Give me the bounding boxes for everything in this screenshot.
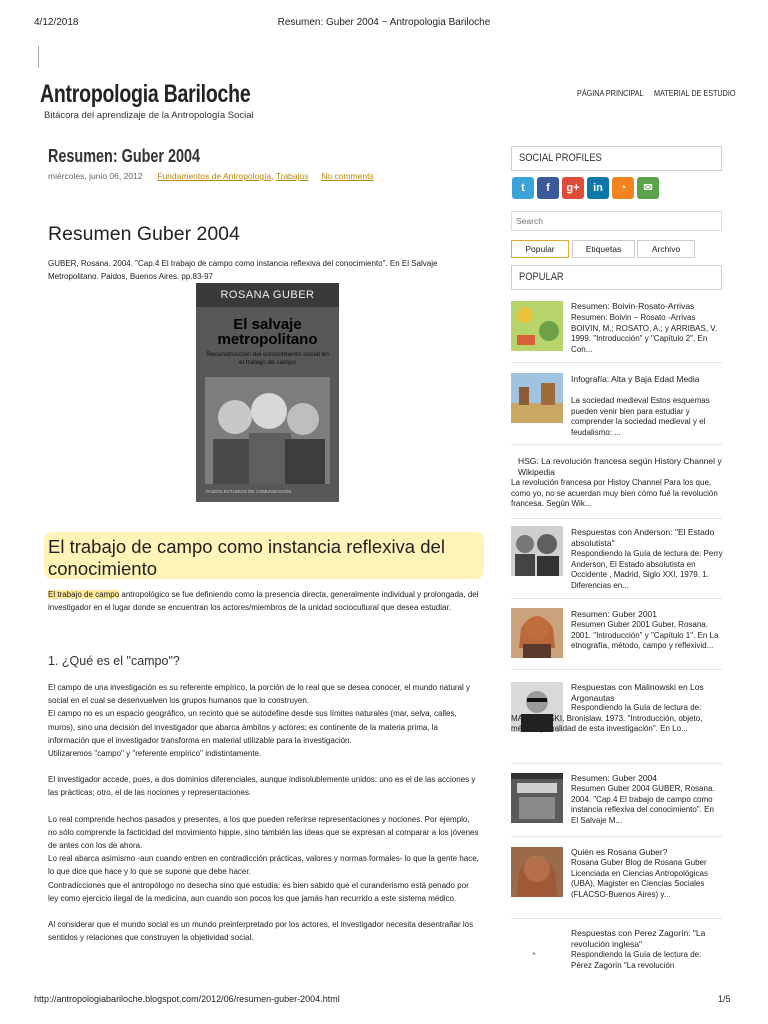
print-date: 4/12/2018 <box>34 17 79 28</box>
paragraph: El investigador accede, pues, a dos dominios diferenciales, aunque indisolublemente unidos: uno es el de las acciones y las prácticas; otro, el de las nociones y representaciones. <box>48 775 476 798</box>
linkedin-icon[interactable]: in <box>587 177 609 199</box>
print-title: Resumen: Guber 2004 ~ Antropologia Bariloche <box>277 17 491 28</box>
page-number: 1/5 <box>718 994 731 1004</box>
book-photo <box>205 377 330 484</box>
blog-title[interactable]: Antropologia Bariloche <box>40 80 251 108</box>
divider <box>511 763 722 764</box>
paragraph: Lo real abarca asimismo -aun cuando entren en contradicción prácticas, valores y normas formales- lo que la gente hace, lo que dice que hace y lo que se supone que debe hacer. <box>48 854 479 877</box>
popular-thumbnail[interactable] <box>511 773 563 823</box>
subsection-title: 1. ¿Qué es el "campo"? <box>48 654 180 668</box>
nav-home[interactable]: PÁGINA PRINCIPAL <box>577 88 644 98</box>
social-icons-row <box>512 177 659 199</box>
paragraph: Contradicciones que el antropólogo no desecha sino que estudia: es bien sabido que el curanderismo está penado por ley como ejercicio ilegal de la medicina, aun cuando son pocos los que jamás han recurrido a este sistema médico. <box>48 880 469 903</box>
nav-study-material[interactable]: MATERIAL DE ESTUDIO <box>654 88 736 98</box>
tab-archive[interactable]: Archivo <box>637 240 695 258</box>
twitter-icon[interactable]: t <box>512 177 534 199</box>
popular-title: POPULAR <box>519 271 564 283</box>
book-publisher: PAIDÓS ESTUDIOS DE COMUNICACIÓN <box>206 489 292 494</box>
tab-labels[interactable]: Etiquetas <box>572 240 635 258</box>
divider <box>511 836 722 837</box>
broken-image-icon: ▸ <box>533 951 537 957</box>
highlighted-term: El trabajo de campo <box>48 590 120 599</box>
popular-item-title[interactable]: Respuestas con Malinowski en Los Argonautas <box>571 682 704 703</box>
popular-thumbnail[interactable] <box>511 847 563 897</box>
header-divider <box>38 46 39 68</box>
popular-item-title[interactable]: Respuestas con Anderson: "El Estado absolutista" <box>571 527 715 548</box>
popular-item-snippet: La sociedad medieval Estos esquemas pueden venir bien para estudiar y comprender la sociedad medieval y el feudalismo: ... <box>571 396 710 437</box>
post-reference: GUBER, Rosana. 2004. "Cap.4 El trabajo de campo como instancia reflexiva del conocimiento". En El Salvaje Metropolitano. Paidos, Buenos Aires. pp.83-97 <box>48 259 438 282</box>
tab-popular[interactable]: Popular <box>511 240 569 258</box>
popular-item-snippet: Rosana Guber Blog de Rosana Guber Licenciada en Ciencias Antropológicas (UBA), Magister en Ciencias Sociales (FLACSO-Buenos Aires) y... <box>571 858 708 899</box>
section-title: El trabajo de campo como instancia reflexiva del conocimiento <box>48 536 445 579</box>
rss-icon[interactable]: ◔ <box>612 177 634 199</box>
popular-item-snippet: Respondiendo la Guía de lectura de: MALINOWSKI, Bronislaw. 1973. "Introducción, objeto, método y finalidad de esta investigación". En Lo... <box>511 703 703 733</box>
popular-item-title[interactable]: Resumen: Boivin-Rosato-Arrivas <box>571 301 695 311</box>
paragraph: El campo no es un espacio geográfico, un recinto que se autodefine desde sus límites naturales (mar, selva, calles, muros), sino una decisión del investigador que abarca ámbitos y actores; es continente de la materia prima, la información que el investigador transforma en material utilizable para la investigación. <box>48 709 457 745</box>
post-meta: miércoles, junio 06, 2012 Fundamentos de Antropología, Trabajos No comments <box>48 171 374 181</box>
book-cover-image <box>196 283 339 502</box>
book-subtitle: Reconstrucción del conocimiento social en el trabajo de campo <box>206 351 329 366</box>
popular-item-snippet: Resumen Guber 2001 Guber, Rosana. 2001. "Introducción" y "Capítulo 1". En La etnografía, método, campo y reflexivid... <box>571 620 719 650</box>
popular-item-snippet: Resumen: Boivin – Rosato -Arrivas BOIVIN, M.; ROSATO, A.; y ARRIBAS, V. 1999. "Introducción" y "Capítulo 2". En Con... <box>571 313 718 354</box>
googleplus-icon[interactable]: g+ <box>562 177 584 199</box>
popular-thumbnail[interactable] <box>511 373 563 423</box>
popular-thumbnail[interactable] <box>511 608 563 658</box>
paragraph: El campo de una investigación es su referente empírico, la porción de lo real que se desea conocer, el mundo natural y social en el cual se desenvuelven los grupos humanos que lo construyen. <box>48 683 471 706</box>
post-main-heading: Resumen Guber 2004 <box>48 223 240 245</box>
divider <box>511 444 722 445</box>
popular-item-title[interactable]: Resumen: Guber 2001 <box>571 609 657 619</box>
book-author: ROSANA GUBER <box>196 283 339 307</box>
label-link[interactable]: Trabajos <box>275 171 309 181</box>
popular-item-title[interactable]: Infografía: Alta y Baja Edad Media <box>571 374 700 384</box>
comments-link[interactable]: No comments <box>321 171 374 181</box>
popular-header <box>511 265 722 290</box>
popular-item-title[interactable]: Respuestas con Perez Zagorín: "La revolución inglesa" <box>571 928 706 949</box>
social-profiles-header <box>511 146 722 171</box>
divider <box>511 598 722 599</box>
popular-item-snippet: Respondiendo la Guía de lectura de: Perry Anderson, El Estado absolutista en Occidente , Madrid, Siglo XXI, 1979. 1. Diferencias en... <box>571 549 723 590</box>
social-profiles-title: SOCIAL PROFILES <box>519 152 602 164</box>
facebook-icon[interactable]: f <box>537 177 559 199</box>
paragraph: Lo real comprende hechos pasados y presentes, a los que pueden referirse representaciones y nociones. Por ejemplo, no sólo comprende la facticidad del movimiento hippie, sino también las ideas que se expresan al comparar a los jóvenes de antes con los de ahora. <box>48 814 479 851</box>
popular-item-snippet: Respondiendo la Guía de lectura de: Pérez Zagorín "La revolución <box>571 950 702 970</box>
popular-item-title[interactable]: Resumen: Guber 2004 <box>571 773 657 783</box>
divider <box>511 362 722 363</box>
divider <box>511 669 722 670</box>
popular-item-snippet: La revolución francesa por Histoy Channel Para los que, como yo, no se acuerdan muy bien cómo fué la revolución francesa. Según Wik... <box>511 478 718 508</box>
post-title[interactable]: Resumen: Guber 2004 <box>48 146 201 166</box>
popular-item-title[interactable]: HSG: La revolución francesa según History Channel y Wikipedia <box>518 456 722 477</box>
divider <box>511 918 722 919</box>
post-date: miércoles, junio 06, 2012 <box>48 171 143 181</box>
paragraph: Al considerar que el mundo social es un mundo preinterpretado por los actores, el investigador necesita desentrañar los sentidos y relaciones que construyen la objetividad social. <box>48 920 474 943</box>
paragraph: Utilizaremos "campo" y "referente empírico" indistintamente. <box>48 749 262 759</box>
intro-paragraph: El trabajo de campo antropológico se fue definiendo como la presencia directa, generalmente individual y prolongada, del investigador en el lugar donde se encuentran los actores/miembros de la unidad sociocultural que desea estudiar. <box>48 590 479 613</box>
label-link[interactable]: Fundamentos de Antropología <box>157 171 272 181</box>
divider <box>511 518 722 519</box>
book-title: El salvaje metropolitano <box>217 316 318 348</box>
blog-tagline: Bitácora del aprendizaje de la Antropología Social <box>44 110 254 121</box>
email-icon[interactable]: ✉ <box>637 177 659 199</box>
popular-item-title[interactable]: Quién es Rosana Guber? <box>571 847 668 857</box>
popular-thumbnail[interactable] <box>511 526 563 576</box>
footer-url: http://antropologiabariloche.blogspot.com/2012/06/resumen-guber-2004.html <box>34 994 340 1004</box>
popular-thumbnail[interactable] <box>511 301 563 351</box>
search-input[interactable] <box>511 211 722 231</box>
popular-item-snippet: Resumen Guber 2004 GUBER, Rosana. 2004. "Cap.4 El trabajo de campo como instancia reflexiva del conocimiento". En El Salvaje M... <box>571 784 715 825</box>
body-text <box>48 681 480 944</box>
